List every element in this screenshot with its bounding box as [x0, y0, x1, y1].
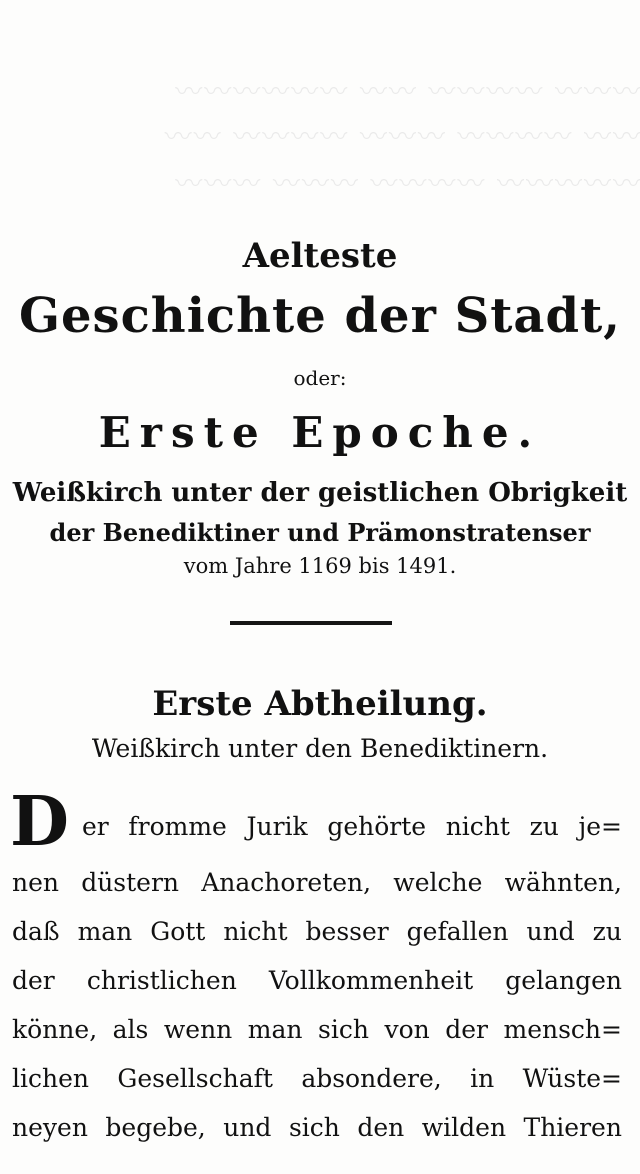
body-word: als	[112, 1015, 149, 1044]
body-word: absondere,	[301, 1064, 442, 1093]
heading-line-2: Geschichte der Stadt,	[19, 288, 621, 344]
body-word: christlichen	[86, 966, 237, 995]
section-subtitle: Weißkirch unter den Benediktinern.	[91, 734, 549, 763]
bleed-through-texture: 〰〰〰 〰〰〰〰 〰〰 〰〰〰〰〰〰	[173, 77, 640, 108]
drop-cap: D	[10, 782, 69, 862]
subtitle-line-2: der Benediktiner und Prämonstratenser	[49, 518, 591, 547]
body-word: besser	[305, 917, 389, 946]
section-title: Erste Abtheilung.	[152, 684, 488, 724]
body-word: je=	[578, 812, 622, 841]
body-word: Jurik	[246, 812, 308, 841]
body-word: und	[526, 917, 575, 946]
body-word: der	[445, 1015, 488, 1044]
body-word: der	[12, 966, 55, 995]
body-line	[12, 1054, 622, 1103]
body-word: lichen	[12, 1064, 89, 1093]
heading-connector: oder:	[293, 366, 347, 390]
body-word: und	[223, 1113, 272, 1142]
body-line	[12, 1103, 622, 1152]
bleed-through-texture: 〰〰〰〰〰 〰〰〰〰 〰〰〰 〰〰〰	[173, 169, 640, 200]
body-word: den	[357, 1113, 405, 1142]
body-paragraph	[12, 858, 622, 1152]
body-word: wenn	[163, 1015, 233, 1044]
section-divider-rule	[230, 621, 392, 625]
body-word: könne,	[12, 1015, 98, 1044]
body-first-line	[82, 812, 622, 841]
body-word: man	[247, 1015, 303, 1044]
body-word: mensch=	[503, 1015, 622, 1044]
body-word: wilden	[421, 1113, 507, 1142]
body-line	[12, 858, 622, 907]
bleed-through-texture: 〰〰 〰〰〰〰 〰〰〰 〰〰〰〰 〰〰	[162, 122, 640, 153]
heading-line-1: Aelteste	[242, 236, 398, 276]
body-word: Wüste=	[522, 1064, 622, 1093]
body-word: Gesellschaft	[117, 1064, 273, 1093]
body-word: er	[82, 812, 109, 841]
subtitle-line-3: vom Jahre 1169 bis 1491.	[183, 554, 457, 578]
body-word: gefallen	[406, 917, 509, 946]
body-word: gehörte	[327, 812, 427, 841]
body-word: wähnten,	[504, 868, 622, 897]
body-word: sich	[288, 1113, 340, 1142]
body-line	[12, 1005, 622, 1054]
body-word: welche	[393, 868, 483, 897]
body-line	[12, 907, 622, 956]
body-line	[12, 956, 622, 1005]
body-word: Thieren	[523, 1113, 622, 1142]
body-word: gelangen	[505, 966, 622, 995]
body-word: von	[384, 1015, 430, 1044]
body-word: man	[77, 917, 133, 946]
subtitle-line-1: Weißkirch unter der geistlichen Obrigkeit	[12, 478, 628, 508]
body-word: Vollkommenheit	[268, 966, 474, 995]
body-word: Gott	[150, 917, 206, 946]
heading-line-3: Erste Epoche.	[98, 408, 542, 457]
body-word: nicht	[445, 812, 510, 841]
body-word: begebe,	[105, 1113, 206, 1142]
body-word: daß	[12, 917, 60, 946]
body-word: düstern	[81, 868, 180, 897]
body-word: neyen	[12, 1113, 88, 1142]
body-word: Anachoreten,	[201, 868, 372, 897]
body-word: zu	[529, 812, 559, 841]
body-word: fromme	[128, 812, 227, 841]
body-word: nen	[12, 868, 59, 897]
body-word: zu	[592, 917, 622, 946]
body-word: in	[470, 1064, 495, 1093]
body-word: sich	[318, 1015, 369, 1044]
body-word: nicht	[223, 917, 288, 946]
